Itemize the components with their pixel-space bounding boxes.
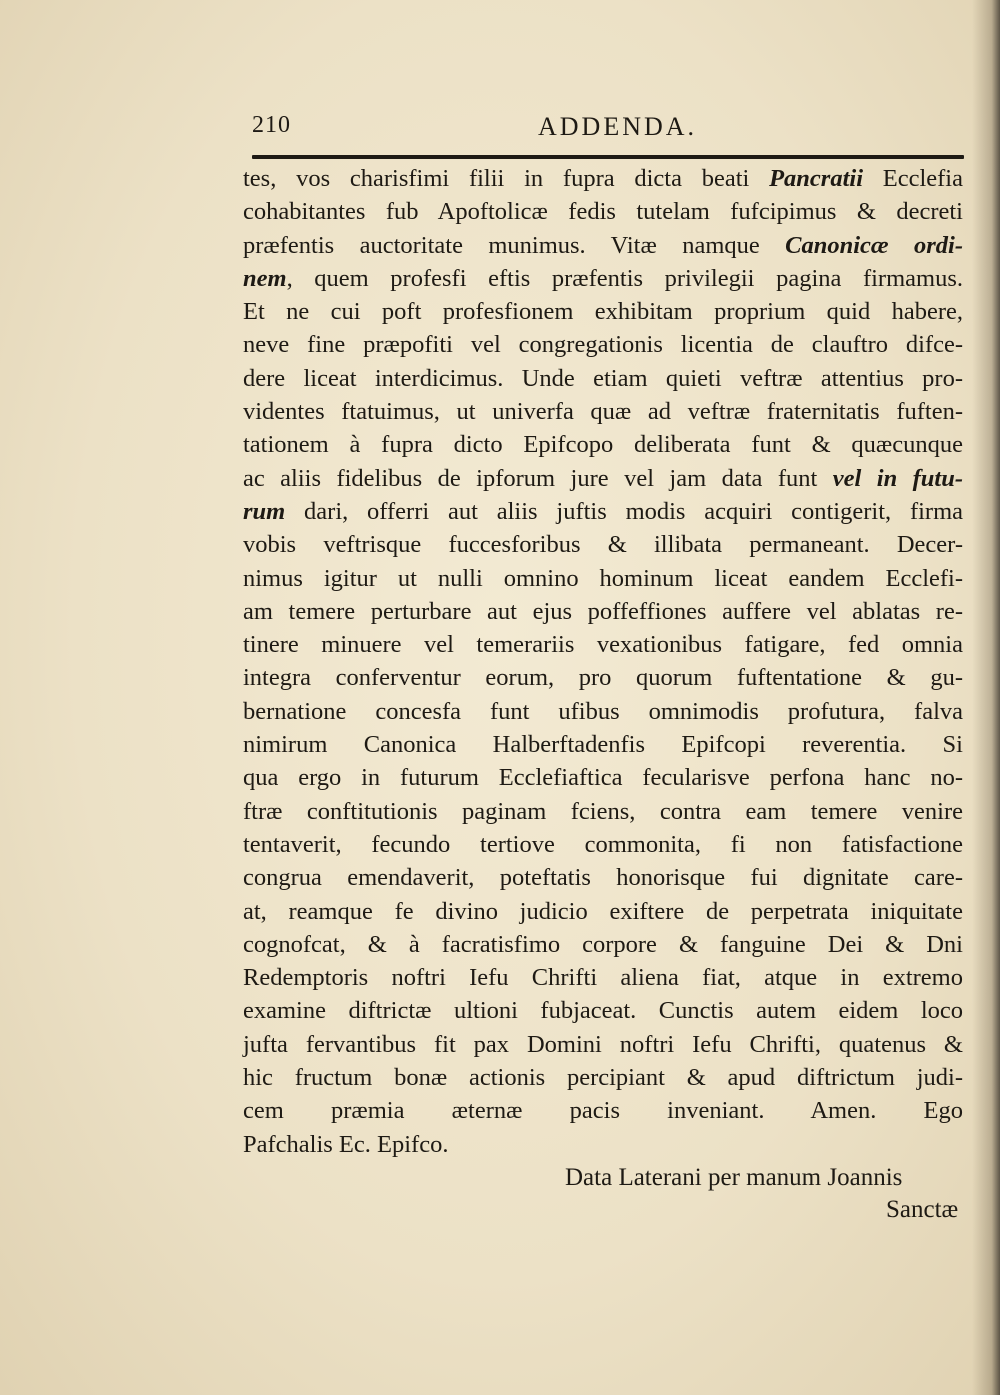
text-line (243, 562, 963, 595)
page-number: 210 (252, 112, 291, 138)
text-run: ac aliis fidelibus de ipforum jure vel jam data funt (243, 464, 833, 492)
text-run: videntes ftatuimus, ut univerfa quæ ad veftræ fraternitatis fuften- (243, 398, 963, 426)
text-run: hic fructum bonæ actionis percipiant & apud diftrictum judi- (243, 1064, 963, 1092)
date-line: Data Laterani per manum Joannis (565, 1164, 903, 1191)
text-run: tationem à fupra dicto Epifcopo deliberata funt & quæcunque (243, 431, 963, 459)
text-line (243, 262, 963, 295)
text-line (243, 162, 963, 195)
text-line (243, 295, 963, 328)
text-line (243, 595, 963, 628)
text-line (243, 661, 963, 694)
text-line (243, 728, 963, 761)
text-line (243, 1128, 963, 1161)
text-line (243, 628, 963, 661)
text-run: dari, offerri aut aliis juftis modis acquiri contigerit, firma (285, 497, 963, 525)
text-line (243, 761, 963, 794)
text-run: congrua emendaverit, poteftatis honorisque fui dignitate care- (243, 864, 963, 892)
text-run: integra conferventur eorum, pro quorum fuftentatione & gu- (243, 664, 963, 692)
italic-word: Canonicæ ordi- (785, 231, 963, 259)
body-text (243, 162, 963, 1161)
running-head: ADDENDA. (538, 112, 698, 141)
italic-word: Pancratii (769, 165, 863, 192)
text-line (243, 1094, 963, 1127)
page-edge-shadow (972, 0, 1000, 1395)
italic-word: vel in futu- (832, 464, 963, 492)
text-run: bernatione concesfa funt ufibus omnimodis profutura, falva (243, 697, 963, 725)
italic-word: nem (243, 264, 287, 292)
text-line (243, 994, 963, 1027)
text-run: examine diftrictæ ultioni fubjaceat. Cunctis autem eidem loco (243, 997, 963, 1025)
text-run: qua ergo in futurum Ecclefiaftica fecularisve perfona hanc no- (243, 764, 963, 792)
text-run: at, reamque fe divino judicio exiftere de perpetrata iniquitate (243, 897, 963, 925)
text-line (243, 395, 963, 428)
text-run: cem præmia æternæ pacis inveniant. Amen. Ego (243, 1097, 963, 1125)
text-line (243, 428, 963, 461)
text-run: Ecclefia (863, 165, 963, 192)
text-line (243, 229, 963, 262)
text-run: cohabitantes fub Apoftolicæ fedis tutelam fufcipimus & decreti (243, 198, 963, 226)
text-line (243, 495, 963, 528)
text-line (243, 695, 963, 728)
catchword: Sanctæ (886, 1196, 959, 1223)
text-run: nimus igitur ut nulli omnino hominum liceat eandem Ecclefi- (243, 564, 963, 592)
text-run: Et ne cui poft profesfionem exhibitam proprium quid habere, (243, 298, 963, 326)
text-run: Redemptoris noftri Iefu Chrifti aliena fiat, atque in extremo (243, 964, 963, 992)
text-run: cognofcat, & à facratisfimo corpore & fanguine Dei & Dni (243, 930, 963, 958)
text-line (243, 195, 963, 228)
text-line (243, 462, 963, 495)
text-line (243, 828, 963, 861)
text-run: tentaverit, fecundo tertiove commonita, fi non fatisfactione (243, 830, 963, 858)
text-run: præfentis auctoritate munimus. Vitæ namque (243, 231, 786, 259)
text-run: Pafchalis Ec. Epifco. (243, 1130, 449, 1158)
text-line (243, 928, 963, 961)
text-run: dere liceat interdicimus. Unde etiam quieti veftræ attentius pro- (243, 364, 963, 392)
text-line (243, 362, 963, 395)
italic-word: rum (243, 497, 286, 525)
text-run: ftræ conftitutionis paginam fciens, contra eam temere venire (243, 797, 963, 825)
text-line (243, 895, 963, 928)
text-run: jufta fervantibus fit pax Domini noftri Iefu Chrifti, quatenus & (243, 1030, 963, 1058)
text-run: am temere perturbare aut ejus poffeffiones auffere vel ablatas re- (243, 597, 963, 625)
header-rule (252, 155, 964, 159)
text-run: nimirum Canonica Halberftadenfis Epifcopi reverentia. Si (243, 731, 963, 759)
text-line (243, 1028, 963, 1061)
text-line (243, 961, 963, 994)
text-run: tes, vos charisfimi filii in fupra dicta beati (243, 165, 770, 192)
text-line (243, 1061, 963, 1094)
text-line (243, 795, 963, 828)
text-line (243, 528, 963, 561)
text-run: vobis veftrisque fuccesforibus & illibata permaneant. Decer- (243, 531, 963, 559)
text-line (243, 328, 963, 361)
text-run: neve fine præpofiti vel congregationis licentia de clauftro difce- (243, 331, 963, 359)
text-run: , quem profesfi eftis præfentis privilegii pagina firmamus. (286, 264, 963, 292)
text-run: tinere minuere vel temerariis vexationibus fatigare, fed omnia (243, 631, 963, 659)
text-line (243, 861, 963, 894)
page-header (252, 112, 960, 152)
